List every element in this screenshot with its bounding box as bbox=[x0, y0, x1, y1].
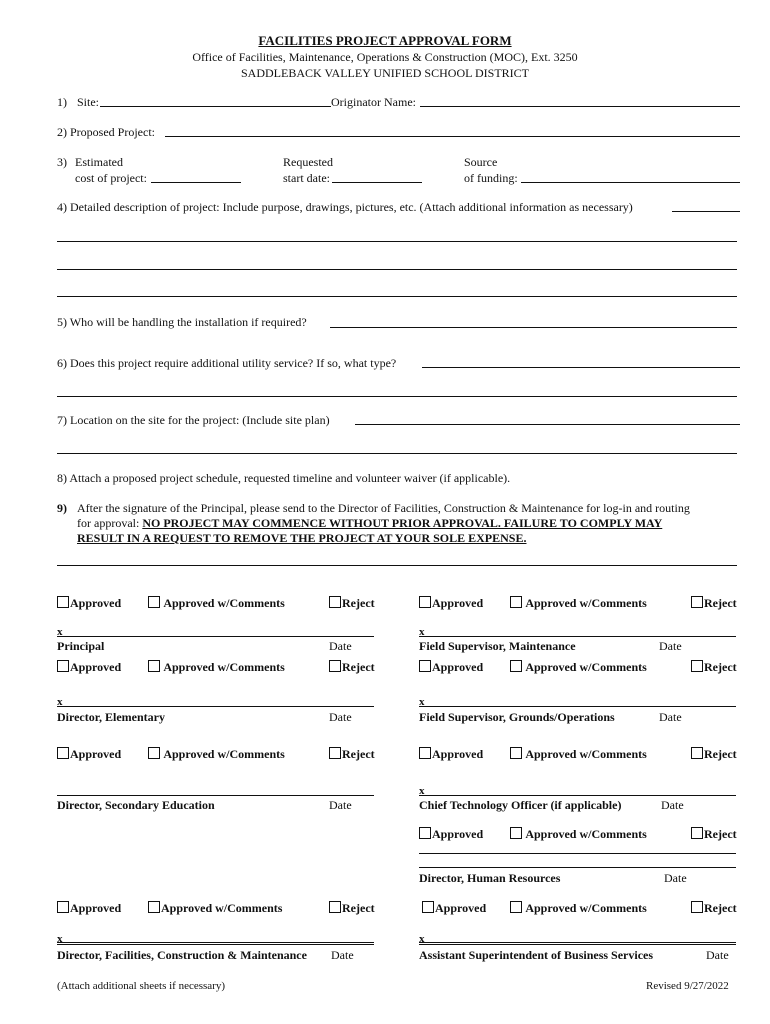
q9-warning-1: NO PROJECT MAY COMMENCE WITHOUT PRIOR APPROVAL. FAILURE TO COMPLY MAY bbox=[142, 516, 663, 530]
description-input-inline[interactable] bbox=[672, 211, 740, 212]
asst-label: Assistant Superintendent of Business Services bbox=[419, 948, 654, 962]
grounds-approved-comments-checkbox[interactable]: Approved w/Comments bbox=[510, 660, 647, 674]
cto-label: Chief Technology Officer (if applicable) bbox=[419, 798, 622, 812]
hr-date-label: Date bbox=[664, 871, 687, 885]
grounds-signature-line[interactable] bbox=[419, 706, 736, 707]
q9-line-1: After the signature of the Principal, please send to the Director of Facilities, Construction & Maintenance for log-in and routing bbox=[77, 501, 690, 515]
funding-input[interactable] bbox=[521, 182, 740, 183]
cto-date-label: Date bbox=[661, 798, 684, 812]
hr-approved-checkbox[interactable]: Approved bbox=[419, 827, 483, 841]
principal-approved-checkbox[interactable]: Approved bbox=[57, 596, 121, 610]
cost-label: cost of project: bbox=[75, 171, 147, 185]
secondary-date-label: Date bbox=[329, 798, 352, 812]
principal-approved-comments-checkbox[interactable]: Approved w/Comments bbox=[148, 596, 285, 610]
site-label: Site: bbox=[77, 95, 100, 109]
cto-reject-checkbox[interactable]: Reject bbox=[691, 747, 737, 761]
start-date-label: start date: bbox=[283, 171, 330, 185]
q2-label: 2) Proposed Project: bbox=[57, 125, 155, 139]
utility-line-2[interactable] bbox=[57, 396, 737, 397]
proposed-project-input[interactable] bbox=[165, 136, 740, 137]
location-line-2[interactable] bbox=[57, 453, 737, 454]
maint-date-label: Date bbox=[659, 639, 682, 653]
elem-approved-checkbox[interactable]: Approved bbox=[57, 660, 121, 674]
q5-label: 5) Who will be handling the installation if required? bbox=[57, 315, 307, 329]
facilities-x: x bbox=[57, 933, 63, 945]
cost-input[interactable] bbox=[151, 182, 241, 183]
q9-line-2-prefix: for approval: bbox=[77, 516, 143, 530]
originator-label: Originator Name: bbox=[331, 95, 416, 109]
hr-reject-checkbox[interactable]: Reject bbox=[691, 827, 737, 841]
q4-label: 4) Detailed description of project: Include purpose, drawings, pictures, etc. (Attach additional information as necessary) bbox=[57, 200, 633, 214]
facilities-reject-checkbox[interactable]: Reject bbox=[329, 901, 375, 915]
grounds-approved-checkbox[interactable]: Approved bbox=[419, 660, 483, 674]
facilities-date-label: Date bbox=[331, 948, 354, 962]
q8-label: 8) Attach a proposed project schedule, requested timeline and volunteer waiver (if applicable). bbox=[57, 471, 511, 485]
maint-approved-checkbox[interactable]: Approved bbox=[419, 596, 483, 610]
description-line-1[interactable] bbox=[57, 241, 737, 242]
elem-date-label: Date bbox=[329, 710, 352, 724]
maint-label: Field Supervisor, Maintenance bbox=[419, 639, 576, 653]
elem-label: Director, Elementary bbox=[57, 710, 165, 724]
hr-signature-line-1[interactable] bbox=[419, 853, 736, 854]
elem-signature-line[interactable] bbox=[57, 706, 374, 707]
grounds-reject-checkbox[interactable]: Reject bbox=[691, 660, 737, 674]
start-date-input[interactable] bbox=[332, 182, 422, 183]
grounds-date-label: Date bbox=[659, 710, 682, 724]
grounds-x: x bbox=[419, 696, 425, 708]
principal-x: x bbox=[57, 626, 63, 638]
q7-label: 7) Location on the site for the project: (Include site plan) bbox=[57, 413, 330, 427]
q1-number: 1) bbox=[57, 95, 67, 109]
installation-input[interactable] bbox=[330, 327, 737, 328]
utility-input[interactable] bbox=[422, 367, 740, 368]
source-label: Source bbox=[464, 155, 498, 169]
asst-approved-checkbox[interactable]: Approved bbox=[422, 901, 486, 915]
asst-approved-comments-checkbox[interactable]: Approved w/Comments bbox=[510, 901, 647, 915]
hr-label: Director, Human Resources bbox=[419, 871, 561, 885]
maint-signature-line[interactable] bbox=[419, 636, 736, 637]
grounds-label: Field Supervisor, Grounds/Operations bbox=[419, 710, 615, 724]
maint-x: x bbox=[419, 626, 425, 638]
location-input[interactable] bbox=[355, 424, 740, 425]
office-line: Office of Facilities, Maintenance, Operations & Construction (MOC), Ext. 3250 bbox=[192, 50, 578, 64]
estimated-label: Estimated bbox=[75, 155, 123, 169]
q9-warning-2: RESULT IN A REQUEST TO REMOVE THE PROJECT AT YOUR SOLE EXPENSE. bbox=[77, 531, 527, 545]
description-line-3[interactable] bbox=[57, 296, 737, 297]
facilities-signature-line[interactable] bbox=[57, 942, 374, 945]
elem-approved-comments-checkbox[interactable]: Approved w/Comments bbox=[148, 660, 285, 674]
revised-date: Revised 9/27/2022 bbox=[646, 980, 729, 992]
principal-signature-line[interactable] bbox=[57, 636, 374, 637]
secondary-approved-checkbox[interactable]: Approved bbox=[57, 747, 121, 761]
facilities-label: Director, Facilities, Construction & Maintenance bbox=[57, 948, 307, 962]
secondary-label: Director, Secondary Education bbox=[57, 798, 215, 812]
asst-reject-checkbox[interactable]: Reject bbox=[691, 901, 737, 915]
cto-approved-checkbox[interactable]: Approved bbox=[419, 747, 483, 761]
section-divider bbox=[57, 565, 737, 566]
site-input[interactable] bbox=[100, 106, 331, 107]
attach-note: (Attach additional sheets if necessary) bbox=[57, 980, 225, 992]
asst-signature-line[interactable] bbox=[419, 942, 736, 945]
form-title: FACILITIES PROJECT APPROVAL FORM bbox=[258, 33, 512, 48]
cto-x: x bbox=[419, 785, 425, 797]
elem-x: x bbox=[57, 696, 63, 708]
maint-approved-comments-checkbox[interactable]: Approved w/Comments bbox=[510, 596, 647, 610]
asst-x: x bbox=[419, 933, 425, 945]
q3-number: 3) bbox=[57, 155, 67, 169]
principal-date-label: Date bbox=[329, 639, 352, 653]
q9-line-2 bbox=[77, 516, 662, 530]
secondary-approved-comments-checkbox[interactable]: Approved w/Comments bbox=[148, 747, 285, 761]
cto-signature-line[interactable] bbox=[419, 795, 736, 796]
secondary-reject-checkbox[interactable]: Reject bbox=[329, 747, 375, 761]
hr-approved-comments-checkbox[interactable]: Approved w/Comments bbox=[510, 827, 647, 841]
hr-signature-line-2[interactable] bbox=[419, 867, 736, 868]
funding-label: of funding: bbox=[464, 171, 518, 185]
district-line: SADDLEBACK VALLEY UNIFIED SCHOOL DISTRICT bbox=[240, 66, 529, 80]
principal-label: Principal bbox=[57, 639, 105, 653]
elem-reject-checkbox[interactable]: Reject bbox=[329, 660, 375, 674]
q9-number: 9) bbox=[57, 501, 67, 515]
secondary-signature-line[interactable] bbox=[57, 795, 374, 796]
facilities-approved-checkbox[interactable]: Approved bbox=[57, 901, 121, 915]
requested-label: Requested bbox=[283, 155, 333, 169]
cto-approved-comments-checkbox[interactable]: Approved w/Comments bbox=[510, 747, 647, 761]
q6-label: 6) Does this project require additional utility service? If so, what type? bbox=[57, 356, 397, 370]
principal-reject-checkbox[interactable]: Reject bbox=[329, 596, 375, 610]
maint-reject-checkbox[interactable]: Reject bbox=[691, 596, 737, 610]
originator-input[interactable] bbox=[420, 106, 740, 107]
facilities-approved-comments-checkbox[interactable]: Approved w/Comments bbox=[148, 901, 282, 915]
asst-date-label: Date bbox=[706, 948, 729, 962]
description-line-2[interactable] bbox=[57, 269, 737, 270]
